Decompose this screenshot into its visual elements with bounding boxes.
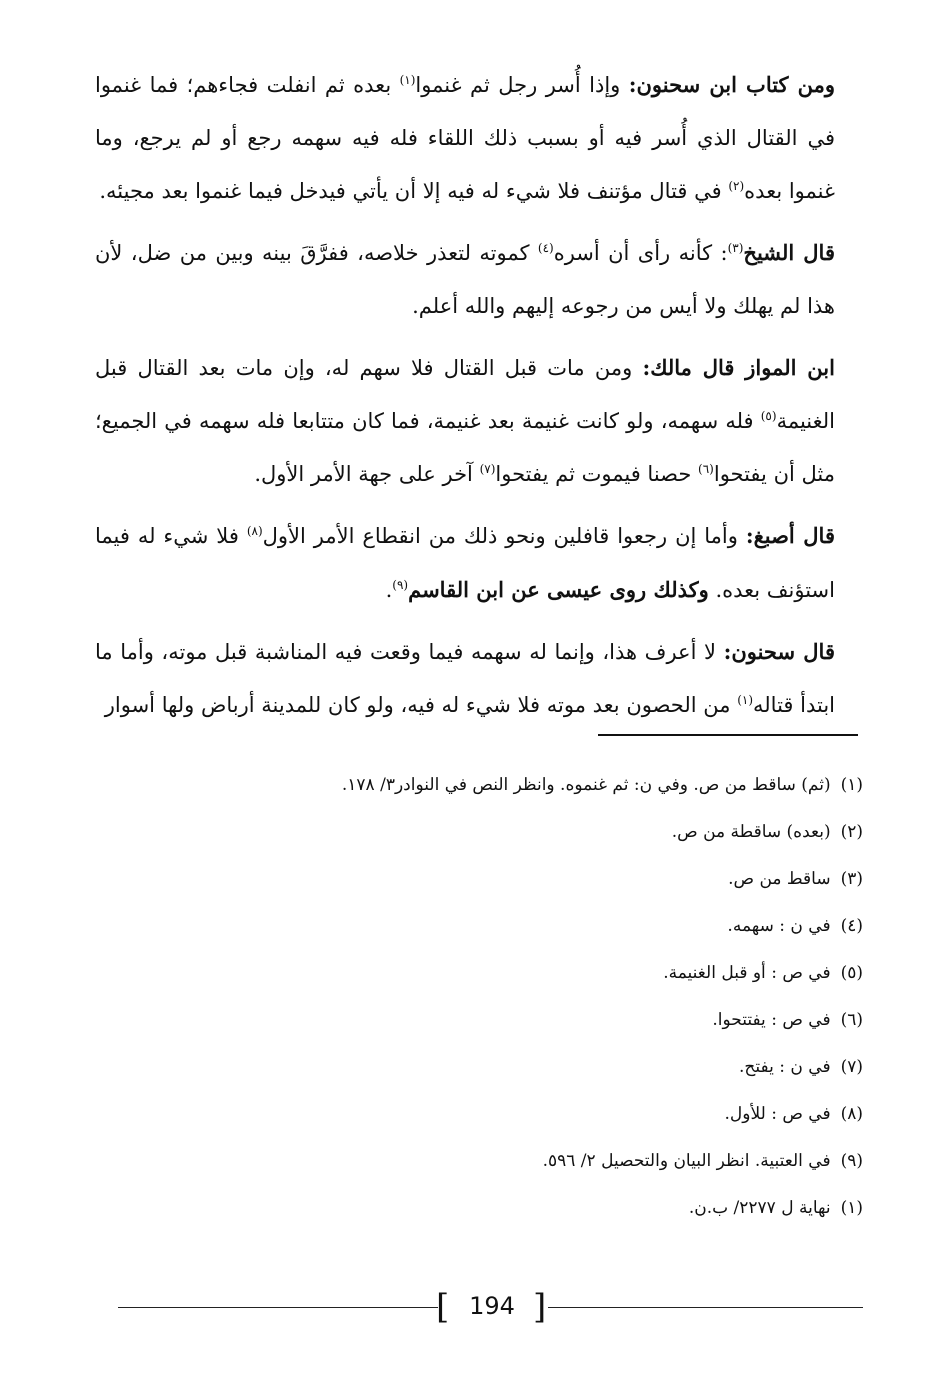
footnote-number: (١) [840, 1198, 863, 1218]
page-footer [118, 1288, 863, 1328]
footnote-number: (٥) [840, 963, 863, 983]
footnote-text: في ص : يفتتحوا. [712, 1010, 831, 1030]
footnote-text: في العتبية. انظر البيان والتحصيل ٢/ ٥٩٦. [542, 1151, 831, 1171]
text-run: . [385, 578, 393, 602]
footnote-number: (٧) [840, 1057, 863, 1077]
footnote [95, 809, 863, 856]
footnote-number: (٦) [840, 1010, 863, 1030]
footnotes [95, 762, 863, 1232]
speaker-label: قال أصبغ: [745, 523, 835, 548]
text-run: كموته لتعذر خلاصه، ففرَّقَ بينه وبين من ضل، لأن هذا لم يهلك ولا أيس من رجوعه إليهم والله أعلم. [95, 241, 835, 318]
emphasis-run: وكذلك روى عيسى عن ابن القاسم [408, 577, 709, 602]
footnote-number: (٢) [840, 822, 863, 842]
footnote-text: ساقط من ص. [728, 869, 831, 889]
footnote [95, 1044, 863, 1091]
footnote [95, 950, 863, 997]
text-run: فلا شيء له فيما استؤنف بعده. [95, 524, 835, 602]
footnote [95, 997, 863, 1044]
speaker-label: قال الشيخ [743, 240, 835, 265]
text-run: بعده ثم انفلت فجاءهم؛ فما غنموا في القتال الذي أُسر فيه أو بسبب ذلك اللقاء فله فيه سهمه رجع أو لم يرجع، وما غنموا بعده [95, 73, 835, 203]
text-run: ومن مات قبل القتال فلا سهم له، وإن مات بعد القتال قبل الغنيمة [95, 356, 835, 433]
paragraph-3 [95, 341, 835, 501]
text-run: آخر على جهة الأمر الأول. [254, 462, 480, 486]
text-run: وأما إن رجعوا قافلين ونحو ذلك من انقطاع الأمر الأول [262, 524, 746, 548]
text-run: حصنا فيموت ثم يفتحوا [495, 462, 699, 486]
footnote [95, 903, 863, 950]
footnote-text: (ثم) ساقط من ص. وفي ن: ثم غنموه. وانظر النص في النوادر٣/ ١٧٨. [341, 775, 831, 795]
footnote-ref: (١) [737, 693, 754, 707]
footnote-number: (٩) [840, 1151, 863, 1171]
footnote-number: (١) [840, 775, 863, 795]
footnote [95, 856, 863, 903]
footnote-number: (٤) [840, 916, 863, 936]
footer-rule-right [548, 1307, 863, 1308]
footnote-ref: (٤) [537, 241, 554, 255]
text-run: : كأنه رأى أن أسره [553, 241, 728, 265]
footnote-ref: (١) [399, 73, 416, 87]
footnote-ref: (٥) [760, 409, 777, 423]
footnote-ref: (٣) [727, 241, 744, 255]
footnote-ref: (٧) [479, 462, 496, 476]
footnote [95, 1138, 863, 1185]
text-run: في قتال مؤتنف فلا شيء له فيه إلا أن يأتي فيدخل فيما غنموا بعد مجيئه. [99, 179, 729, 203]
footnote-text: في ن : يفتح. [739, 1057, 831, 1077]
footnote-ref: (٢) [728, 179, 745, 193]
footnote-ref: (٨) [246, 524, 263, 538]
text-run: من الحصون بعد موته فلا شيء له فيه، ولو كان للمدينة أرباض ولها أسوار [104, 693, 738, 717]
footnote-text: نهاية ل ٢٢٧٧/ ب.ن. [688, 1198, 831, 1218]
paragraph-2 [95, 226, 835, 333]
footnote [95, 1091, 863, 1138]
paragraph-5 [95, 625, 835, 732]
page-number-bracket-left: [ [436, 1287, 450, 1327]
text-run: وإذا أُسر رجل ثم غنموا [415, 73, 629, 97]
text-run: لا أعرف هذا، وإنما له سهمه فيما وقعت فيه المناشبة قبل موته، وأما ما ابتدأ قتاله [95, 640, 835, 717]
footer-rule-left [118, 1307, 438, 1308]
footnote-ref: (٩) [392, 578, 409, 592]
text-run: فله سهمه، ولو كانت غنيمة بعد غنيمة، فما كان متتابعا فله سهمه في الجميع؛ مثل أن يفتحوا [95, 409, 835, 486]
paragraph-1 [95, 58, 835, 218]
footnote-number: (٨) [840, 1104, 863, 1124]
paragraph-4 [95, 509, 835, 617]
footnote-ref: (٦) [698, 462, 714, 476]
footnote-separator [598, 734, 858, 736]
speaker-label: ومن كتاب ابن سحنون: [628, 72, 836, 97]
footnote-text: (بعده) ساقطة من ص. [671, 822, 831, 842]
page-number-bracket-right: ] [533, 1287, 547, 1327]
footnote [95, 1185, 863, 1232]
speaker-label: ابن المواز قال مالك: [642, 355, 835, 380]
footnote [95, 762, 863, 809]
main-text [95, 58, 835, 740]
footnote-text: في ص : أو قبل الغنيمة. [663, 963, 831, 983]
speaker-label: قال سحنون: [723, 639, 835, 664]
footnote-number: (٣) [840, 869, 863, 889]
footnote-text: في ن : سهمه. [727, 916, 831, 936]
page-number: 194 [469, 1292, 515, 1320]
footnote-text: في ص : للأول. [724, 1104, 831, 1124]
